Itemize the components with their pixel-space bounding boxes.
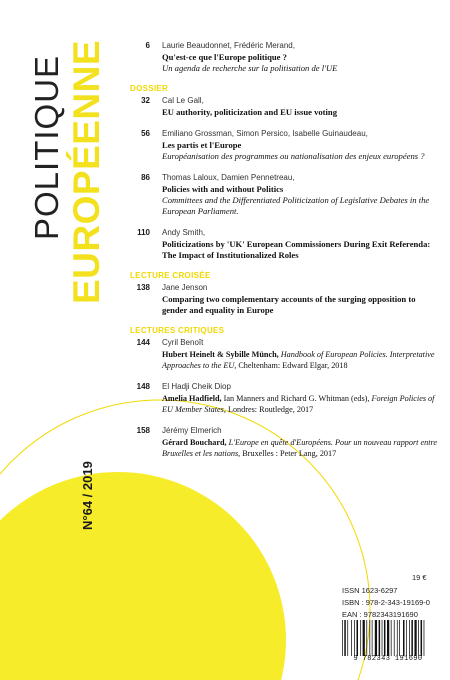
price: 19 € xyxy=(412,573,427,582)
reviewer-name: Jérémy Elmerich xyxy=(162,426,222,435)
barcode-bar xyxy=(421,620,423,656)
review-entry xyxy=(118,381,440,415)
issue-number: N°64 / 2019 xyxy=(80,461,95,530)
entry-subtitle: Committees and the Differentiated Politicization of Legislative Debates in the European Parliament. xyxy=(162,195,430,216)
issn: ISSN 1623-6297 xyxy=(342,586,398,595)
page-number: 138 xyxy=(136,283,150,292)
barcode-bar xyxy=(382,620,383,656)
entry-authors: Thomas Laloux, Damien Pennetreau, xyxy=(162,173,295,182)
section-heading-lectures-critiques: LECTURES CRITIQUES xyxy=(130,326,225,335)
barcode-bar xyxy=(375,620,377,656)
toc-entry xyxy=(118,227,440,261)
barcode-bar xyxy=(399,620,400,656)
table-of-contents xyxy=(118,40,440,469)
reviewed-author: Hubert Heinelt & Sybille Münch, xyxy=(162,350,279,359)
barcode xyxy=(340,620,435,656)
page-number: 158 xyxy=(136,426,150,435)
reviewer-name: Cyril Benoît xyxy=(162,338,204,347)
publication-codes xyxy=(342,585,430,621)
barcode-bar xyxy=(366,620,367,656)
barcode-bar xyxy=(418,620,419,656)
barcode-bar xyxy=(347,620,348,656)
barcode-bar xyxy=(357,620,359,656)
section-heading-dossier: DOSSIER xyxy=(130,84,169,93)
barcode-bar xyxy=(411,620,413,656)
reviewed-author: Gérard Bouchard, xyxy=(162,438,227,447)
entry-authors: Jane Jenson xyxy=(162,283,208,292)
entry-title: Policies with and without Politics xyxy=(162,184,284,194)
barcode-bar xyxy=(387,620,389,656)
barcode-bar xyxy=(344,620,346,656)
ean: EAN : 9782343191690 xyxy=(342,610,418,619)
barcode-bar xyxy=(414,620,416,656)
entry-title: EU authority, politicization and EU issue voting xyxy=(162,107,338,117)
reviewed-title: Handbook of European Policies. Interpretative Approaches to the EU, xyxy=(162,350,435,370)
review-reference xyxy=(162,349,440,371)
review-entry xyxy=(118,337,440,371)
publisher-info: Bruxelles : Peter Lang, 2017 xyxy=(242,449,337,458)
barcode-bar xyxy=(394,620,395,656)
review-reference xyxy=(162,437,440,459)
barcode-bar xyxy=(397,620,398,656)
toc-entry xyxy=(118,172,440,217)
barcode-bar xyxy=(363,620,365,656)
page-number: 56 xyxy=(141,129,150,138)
barcode-bar xyxy=(379,620,381,656)
reviewed-title: Foreign Policies of EU Member States, xyxy=(162,394,435,414)
entry-authors: Emiliano Grossman, Simon Persico, Isabelle Guinaudeau, xyxy=(162,129,368,138)
page-number: 110 xyxy=(137,228,150,237)
entry-title: Qu'est-ce que l'Europe politique ? xyxy=(162,52,287,62)
barcode-bar xyxy=(342,620,343,656)
page-number: 6 xyxy=(145,41,150,50)
page-number: 148 xyxy=(136,382,150,391)
isbn: ISBN : 978-2-343-19169-0 xyxy=(342,598,430,607)
toc-entry xyxy=(118,128,440,162)
entry-title: Comparing two complementary accounts of the surging opposition to gender and equality in Europe xyxy=(162,294,416,315)
entry-title: Les partis et l'Europe xyxy=(162,140,242,150)
reviewed-author: Amelia Hadfield, xyxy=(162,394,222,403)
barcode-bar xyxy=(406,620,407,656)
page-number: 144 xyxy=(136,338,150,347)
barcode-bar xyxy=(360,620,361,656)
barcode-bar xyxy=(424,620,425,656)
entry-authors: Andy Smith, xyxy=(162,228,206,237)
reviewed-title: L'Europe en quête d'Européens. Pour un nouveau rapport entre Bruxelles et les nations, xyxy=(162,438,438,458)
barcode-bar xyxy=(409,620,410,656)
title-politique: POLITIQUE xyxy=(28,54,65,240)
barcode-number: 9 782343 191690 xyxy=(353,655,423,663)
review-entry xyxy=(118,425,440,459)
toc-entry xyxy=(118,40,440,74)
barcode-bar xyxy=(372,620,373,656)
publisher-info: Cheltenham: Edward Elgar, 2018 xyxy=(238,361,348,370)
co-editors: Ian Manners and Richard G. Whitman (eds), xyxy=(223,394,370,403)
title-europeenne: EUROPÉENNE xyxy=(66,39,107,304)
barcode-bar xyxy=(391,620,392,656)
entry-title: Politicizations by 'UK' European Commissioners During Exit Referenda: The Impact of Institutionalized Roles xyxy=(162,239,431,260)
entry-subtitle: Européanisation des programmes ou nationalisation des enjeux européens ? xyxy=(162,151,425,161)
section-heading-lecture-croisee: LECTURE CROISÉE xyxy=(130,271,211,280)
entry-subtitle: Un agenda de recherche sur la politisation de l'UE xyxy=(162,63,338,73)
barcode-bar xyxy=(369,620,370,656)
publisher-info: Londres: Routledge, 2017 xyxy=(227,405,314,414)
toc-entry xyxy=(118,95,440,118)
entry-authors: Cal Le Gall, xyxy=(162,96,204,105)
barcode-bar xyxy=(354,620,355,656)
barcode-bar xyxy=(351,620,352,656)
page-number: 32 xyxy=(141,96,150,105)
toc-entry xyxy=(118,282,440,316)
reviewer-name: El Hadji Cheik Diop xyxy=(162,382,231,391)
review-reference xyxy=(162,393,440,415)
barcode-bar xyxy=(403,620,405,656)
entry-authors: Laurie Beaudonnet, Frédéric Merand, xyxy=(162,41,295,50)
barcode-bar xyxy=(384,620,386,656)
page-number: 86 xyxy=(141,173,150,182)
